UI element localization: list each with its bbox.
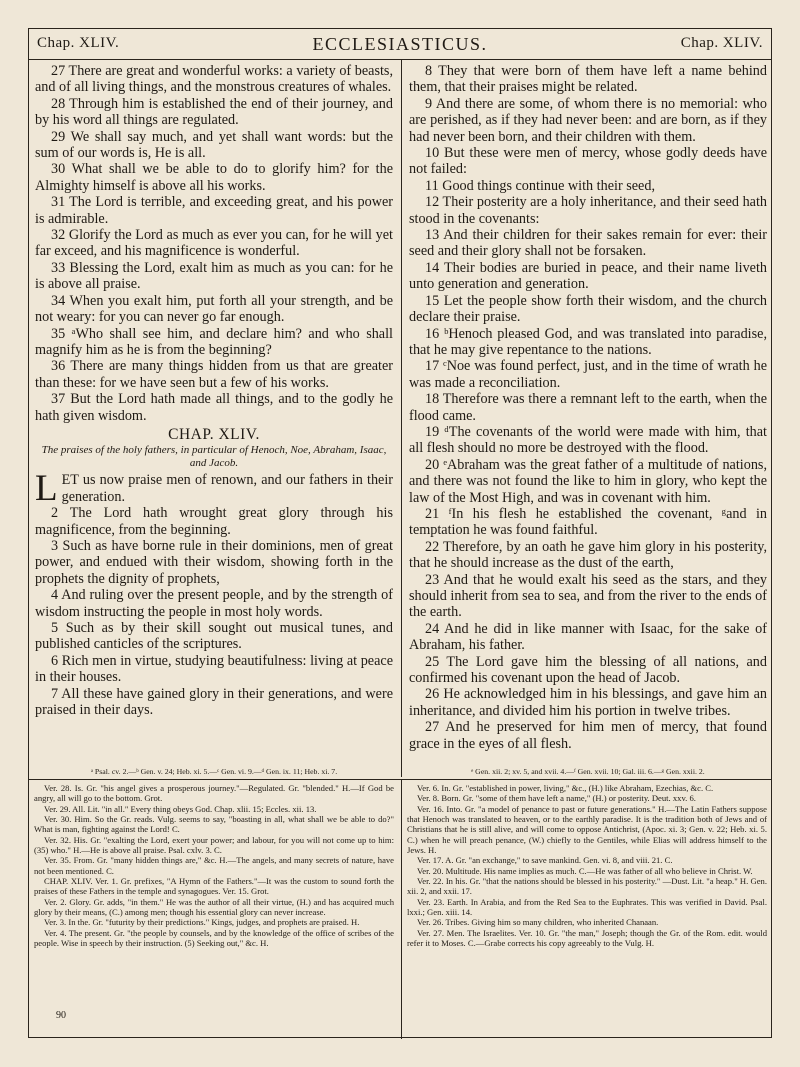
note: Ver. 35. From. Gr. "many hidden things are," &c. H.—The angels, and many secrets of nature, have not been mentioned. C. bbox=[34, 855, 394, 876]
verse: 31 The Lord is terrible, and exceeding great, and his power is admirable. bbox=[35, 194, 393, 227]
verse: 20 ᵉAbraham was the great father of a multitude of nations, and there was not found the like to him in glory, who kept the law of the Most High, and was in covenant with him. bbox=[409, 456, 767, 506]
verse: 27 There are great and wonderful works: a variety of beasts, and of all living things, and the monstrous creatures of whales. bbox=[35, 63, 393, 96]
verse: 21 ᶠIn his flesh he established the covenant, ᵍand in temptation he was found faithful. bbox=[409, 505, 767, 539]
page-frame bbox=[28, 28, 772, 1038]
verse: 33 Blessing the Lord, exalt him as much as you can: for he is above all praise. bbox=[35, 259, 393, 293]
chapter-first-verse bbox=[35, 468, 393, 510]
verse: 11 Good things continue with their seed, bbox=[425, 177, 655, 194]
column-divider bbox=[401, 59, 402, 777]
verse: 26 He acknowledged him in his blessings, and gave him an inheritance, and divided him his portion in twelve tribes. bbox=[409, 686, 767, 719]
note: Ver. 6. In. Gr. "established in power, living," &c., (H.) like Abraham, Ezechias, &c. C. bbox=[417, 783, 714, 793]
verse: 22 Therefore, by an oath he gave him glory in his posterity, that he should increase as the dust of the earth, bbox=[409, 538, 767, 572]
verse: 13 And their children for their sakes remain for ever: their seed and their glory shall not be forsaken. bbox=[409, 227, 767, 260]
verse: 29 We shall say much, and yet shall want words: but the sum of our words is, He is all. bbox=[35, 128, 393, 162]
note: CHAP. XLIV. Ver. 1. Gr. prefixes, "A Hymn of the Fathers."—It was the custom to sound forth the praises of these Fathers in the temple and synagogues. Ver. 15. Grot. bbox=[34, 876, 394, 897]
verse: 36 There are many things hidden from us that are greater than these: for we have seen but a few of his works. bbox=[35, 358, 393, 391]
verse: 18 Therefore was there a remnant left to the earth, when the flood came. bbox=[409, 391, 767, 424]
verse: 37 But the Lord hath made all things, and to the godly he hath given wisdom. bbox=[35, 391, 393, 424]
notes-divider bbox=[29, 779, 771, 780]
verse: 16 ᵇHenoch pleased God, and was translated into paradise, that he may give repentance to the nations. bbox=[409, 325, 767, 358]
verse: 10 But these were men of mercy, whose godly deeds have not failed: bbox=[409, 145, 767, 178]
verse: 3 Such as have borne rule in their dominions, men of great power, and endued with their wisdom, showing forth in the prophets the dignity of prophets, bbox=[35, 537, 393, 587]
verse: 2 The Lord hath wrought great glory through his magnificence, from the beginning. bbox=[35, 505, 393, 538]
verse: 6 Rich men in virtue, studying beautifulness: living at peace in their houses. bbox=[35, 652, 393, 686]
verse: 23 And that he would exalt his seed as the stars, and they should inherit from sea to sea, and from the river to the ends of the earth. bbox=[409, 571, 767, 621]
note: Ver. 8. Born. Gr. "some of them have left a name," (H.) or posterity. Deut. xxv. 6. bbox=[417, 793, 696, 804]
verse: 9 And there are some, of whom there is no memorial: who are perished, as if they had never been: and are born, as if they had never been born, and their children with them. bbox=[409, 95, 767, 145]
note: Ver. 20. Multitude. His name implies as much. C.—He was father of all who believe in Christ. W. bbox=[417, 865, 753, 876]
note: Ver. 32. His. Gr. "exalting the Lord, exert your power; and labour, for you will not come up to him: (35) who." H.—He is above all praise. Psal. cxlv. 3. C. bbox=[34, 834, 394, 856]
note: Ver. 28. Is. Gr. "his angel gives a prosperous journey."—Regulated. Gr. "blended." H.—If God be angry, all will go to the bottom. Grot. bbox=[34, 783, 394, 804]
note: Ver. 27. Men. The Israelites. Ver. 10. Gr. "the man," Joseph; though the Gr. of the Rom. edit. would refer it to Moses. C.—Grabe corrects his copy agreeably to the Vulg. H. bbox=[407, 927, 767, 949]
verse: 19 ᵈThe covenants of the world were made with him, that all flesh should no more be destroyed with the flood. bbox=[409, 423, 767, 457]
running-header bbox=[29, 29, 771, 60]
note: Ver. 17. A. Gr. "an exchange," to save mankind. Gen. vi. 8, and viii. 21. C. bbox=[417, 855, 673, 866]
page-number: 90 bbox=[56, 1010, 66, 1021]
scripture-references-right: ᵉ Gen. xii. 2; xv. 5, and xvii. 4.—ᶠ Gen. xvii. 10; Gal. iii. 6.—ᵍ Gen. xxii. 2. bbox=[471, 767, 705, 776]
commentary-notes-right bbox=[407, 783, 767, 1033]
note: Ver. 26. Tribes. Giving him so many children, who inherited Chanaan. bbox=[417, 917, 659, 928]
header-book-title: ECCLESIASTICUS. bbox=[312, 34, 488, 54]
chapter-summary: The praises of the holy fathers, in particular of Henoch, Noe, Abraham, Isaac, and Jacob. bbox=[41, 444, 387, 469]
verse: 24 And he did in like manner with Isaac, for the sake of Abraham, his father. bbox=[409, 620, 767, 654]
note: Ver. 29. All. Lit. "in all." Every thing obeys God. Chap. xlii. 15; Eccles. xii. 13. bbox=[44, 803, 317, 814]
notes-column-divider bbox=[401, 780, 402, 1039]
commentary-notes-left bbox=[34, 783, 394, 1033]
note: Ver. 23. Earth. In Arabia, and from the Red Sea to the Euphrates. This was verified in David. Psal. lxxi.; Gen. xiii. 14. bbox=[407, 896, 767, 918]
verses-before-chapter bbox=[35, 63, 393, 424]
verse: 35 ᵃWho shall see him, and declare him? and who shall magnify him as he is from the beginning? bbox=[35, 325, 393, 358]
verse: 12 Their posterity are a holy inheritance, and their seed hath stood in the covenants: bbox=[409, 194, 767, 227]
verse: 25 The Lord gave him the blessing of all nations, and confirmed his covenant upon the head of Jacob. bbox=[409, 653, 767, 687]
note: Ver. 30. Him. So the Gr. reads. Vulg. seems to say, "boasting in all, what shall we be able to do?" What is man, fighting against the Lord! C. bbox=[34, 814, 394, 835]
first-verse-text: ET us now praise men of renown, and our fathers in their generation. bbox=[61, 472, 393, 505]
drop-cap: L bbox=[35, 468, 58, 510]
header-chapter-right: Chap. XLIV. bbox=[680, 35, 763, 51]
verse: 5 Such as by their skill sought out musical tunes, and published canticles of the scriptures. bbox=[35, 620, 393, 653]
verse: 28 Through him is established the end of their journey, and by his word all things are regulated. bbox=[35, 95, 393, 129]
verse: 8 They that were born of them have left a name behind them, that their praises might be related. bbox=[409, 63, 767, 96]
note: Ver. 16. Into. Gr. "a model of penance to past or future generations." H.—The Latin Fathers suppose that Henoch was translated to heaven, or to the earthly paradise. It is the tradition both of Jews and of Christians that he is still alive, and will come to oppose Antichrist, (Apoc. xi. 3; Gen. v. 22; Heb. xi. 5. C.) when he will preach penance, (W.) chiefly to the Gentiles, while Elias will address himself to the Jews. H. bbox=[407, 803, 767, 856]
verse: 14 Their bodies are buried in peace, and their name liveth unto generation and generation. bbox=[409, 259, 767, 293]
verse: 4 And ruling over the present people, and by the strength of wisdom instructing the people in most holy words. bbox=[35, 587, 393, 620]
chapter-heading: CHAP. XLIV. bbox=[168, 425, 260, 443]
note: Ver. 22. In his. Gr. "that the nations should be blessed in his posterity." —Dust. Lit. "a heap." H. Gen. xii. 2, and xxii. 17. bbox=[407, 876, 767, 897]
verse: 30 What shall we be able to do to glorify him? for the Almighty himself is above all his works. bbox=[35, 161, 393, 194]
verse: 7 All these have gained glory in their generations, and were praised in their days. bbox=[35, 685, 393, 719]
verse: 32 Glorify the Lord as much as ever you can, for he will yet far exceed, and his magnificence is wonderful. bbox=[35, 227, 393, 260]
note: Ver. 2. Glory. Gr. adds, "in them." He was the author of all their virtue, (H.) and has acquired much glory by their means, (C.) among men; though his essential glory can never increase. bbox=[34, 896, 394, 918]
right-text-column bbox=[409, 63, 767, 765]
verse: 17 ᶜNoe was found perfect, just, and in the time of wrath he was made a reconciliation. bbox=[409, 358, 767, 391]
verse: 34 When you exalt him, put forth all your strength, and be not weary: for you can never go far enough. bbox=[35, 292, 393, 326]
note: Ver. 4. The present. Gr. "the people by counsels, and by the knowledge of the office of scribes of the people. Wise in speech by their instruction. (5) Seeking out," &c. H. bbox=[34, 927, 394, 949]
note: Ver. 3. In the. Gr. "futurity by their predictions." Kings, judges, and prophets are praised. H. bbox=[44, 917, 360, 928]
verses-after-chapter bbox=[35, 505, 393, 718]
left-text-column bbox=[35, 63, 393, 765]
header-chapter-left: Chap. XLIV. bbox=[37, 35, 120, 51]
scripture-references-left: ᵃ Psal. cv. 2.—ᵇ Gen. v. 24; Heb. xi. 5.—ᶜ Gen. vi. 9.—ᵈ Gen. ix. 11; Heb. xi. 7. bbox=[90, 767, 338, 776]
verse: 27 And he preserved for him men of mercy, that found grace in the eyes of all flesh. bbox=[409, 719, 767, 752]
verse: 15 Let the people show forth their wisdom, and the church declare their praise. bbox=[409, 292, 767, 326]
